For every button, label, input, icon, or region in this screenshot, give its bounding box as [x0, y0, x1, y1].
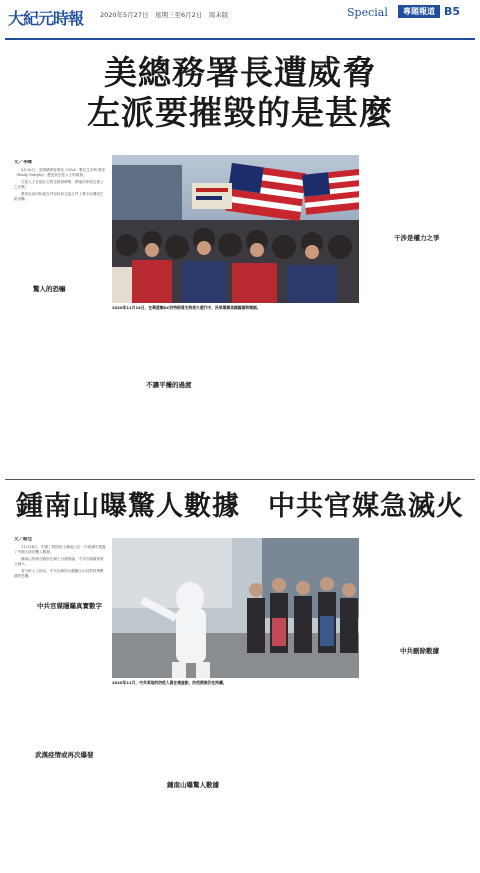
- section-tag: 專題報道: [398, 5, 440, 18]
- rally-photo: [112, 155, 359, 303]
- pandemic-photo: [112, 538, 359, 678]
- article1-headline-line1: 美總務署長遭威脅: [104, 53, 376, 92]
- article1-para3: 墨菲此前因拒絕在拜登政府交接文件上簽字而遭到左派攻擊。: [14, 192, 104, 202]
- article2-para2: 鍾南山的發言隨即在網上引發熱議，中共官媒隨即發文滅火。: [14, 557, 104, 567]
- special-label: Special: [347, 6, 388, 19]
- article2-byline: 文／駱亞: [14, 537, 32, 542]
- article2-col1: [14, 537, 106, 867]
- article2-subhead-2: 武漢疫情或再次爆發: [35, 751, 94, 759]
- article1-subhead-1: 驚人的恐嚇: [33, 285, 66, 293]
- page-header: [0, 0, 480, 40]
- article1-subhead-3: 干涉是權力之爭: [394, 234, 440, 242]
- article1-subhead-2: 不讓平穩的過渡: [146, 381, 192, 389]
- article2-para1: 11月24日，中國工程院院士鍾南山在一次演講中透露了中國大陸的驚人數據。: [14, 545, 106, 555]
- article2-subhead-1: 中共官媒隱瞞真實數字: [37, 602, 102, 610]
- pandemic-photo-graphic: [112, 538, 359, 678]
- article-separator: [5, 479, 475, 480]
- page-number: B5: [444, 5, 461, 18]
- header-rule: [5, 38, 475, 40]
- masthead-logo: 大紀元時報: [8, 9, 84, 28]
- article2-headline: 鍾南山曝驚人數據 中共官媒急滅火: [16, 491, 464, 522]
- article1-para2: 左派人士在她住宅附近散發傳單，將她的家庭住址公之於眾。: [14, 180, 104, 190]
- article2-para3: 有分析人士指出，中共官媒的反應顯示出其對真實數據的恐懼。: [14, 569, 104, 579]
- article1-para1: 5月26日，美國總務管理局（GSA）署長艾米利·墨菲（Emily Murphy）遭受到左派人士的威脅。: [14, 168, 106, 178]
- rally-photo-caption: 2020年11月14日，在華盛頓DC的特朗普支持者大遊行中，民眾舉着美國國旗和標語。: [112, 305, 261, 310]
- article2-subhead-3: 鍾南山曝驚人數據: [167, 781, 219, 789]
- article1-headline-line2: 左派要摧毀的是甚麼: [87, 93, 393, 132]
- article1-byline: 文／李緣: [14, 160, 32, 165]
- pandemic-photo-caption: 2020年11月，中共某地的防疫人員在檢查點，防疫措施仍在持續。: [112, 680, 227, 685]
- rally-photo-graphic: [112, 155, 359, 303]
- dateline: 2020年5月27日 星期三至6月2日 周末版: [100, 11, 229, 19]
- article2-subhead-4: 中共刪除數據: [400, 647, 439, 655]
